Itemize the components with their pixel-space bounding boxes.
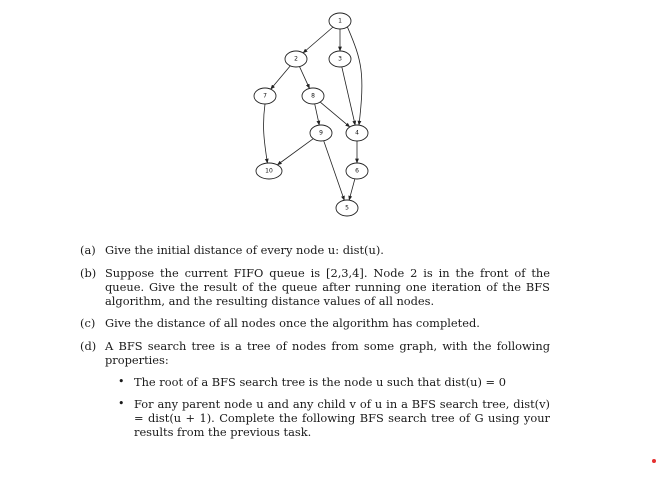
question-d-bullets: [118, 375, 550, 439]
node-3: [329, 51, 351, 67]
bullet-marker: •: [118, 375, 125, 388]
edge-9-5: [324, 141, 345, 200]
graph-nodes: [254, 13, 368, 216]
stray-red-dot: [652, 459, 656, 463]
node-1: [329, 13, 351, 29]
edge-6-5: [349, 179, 355, 200]
edge-2-8: [299, 67, 309, 89]
edge-1-2: [303, 27, 333, 53]
edge-1-4: [347, 27, 362, 125]
edge-9-10: [277, 139, 313, 165]
edge-2-7: [271, 66, 291, 89]
bullet-marker: •: [118, 397, 125, 410]
node-label: 1: [338, 17, 342, 25]
question-d-label: (d): [80, 338, 97, 353]
edge-3-4: [342, 67, 355, 125]
question-c-label: (c): [80, 316, 96, 330]
question-a: [80, 243, 550, 257]
bullet-item: [118, 397, 550, 439]
node-6: [346, 163, 368, 179]
node-7: [254, 88, 276, 104]
question-a-text: Give the initial distance of every node u: dist(u).: [105, 243, 384, 257]
exercise-text: [80, 243, 550, 447]
node-5: [336, 200, 358, 216]
question-c: [80, 316, 550, 330]
question-b: [80, 266, 550, 308]
question-d: [80, 339, 550, 367]
node-9: [310, 125, 332, 141]
node-label: 9: [319, 129, 323, 137]
edge-8-4: [320, 102, 350, 127]
question-c-text: Give the distance of all nodes once the algorithm has completed.: [105, 316, 480, 330]
question-b-text: Suppose the current FIFO queue is [2,3,4]. Node 2 is in the front of the queue. Give the result of the queue after running one iteration of the BFS algorithm, and the resulting distance values of all nodes.: [105, 265, 550, 308]
node-4: [346, 125, 368, 141]
node-label: 5: [345, 204, 349, 212]
node-label: 6: [355, 167, 359, 175]
question-a-label: (a): [80, 243, 96, 257]
node-label: 8: [311, 92, 315, 100]
bullet-text: The root of a BFS search tree is the node u such that dist(u) = 0: [134, 375, 506, 389]
edge-7-10: [264, 104, 268, 163]
node-label: 3: [338, 55, 342, 63]
bfs-graph: [0, 0, 659, 230]
question-b-label: (b): [80, 265, 97, 280]
bullet-item: [118, 375, 550, 389]
node-label: 2: [294, 55, 298, 63]
bullet-text: For any parent node u and any child v of u in a BFS search tree, dist(v) = dist(u + 1). Complete the following BFS search tree of G using your results from the previous task.: [134, 397, 550, 439]
node-10: [256, 163, 282, 179]
node-label: 7: [263, 92, 267, 100]
node-label: 4: [355, 129, 359, 137]
node-8: [302, 88, 324, 104]
node-label: 10: [265, 167, 273, 175]
question-d-text: A BFS search tree is a tree of nodes from some graph, with the following properties:: [105, 338, 550, 367]
node-2: [285, 51, 307, 67]
edge-8-9: [315, 104, 320, 125]
